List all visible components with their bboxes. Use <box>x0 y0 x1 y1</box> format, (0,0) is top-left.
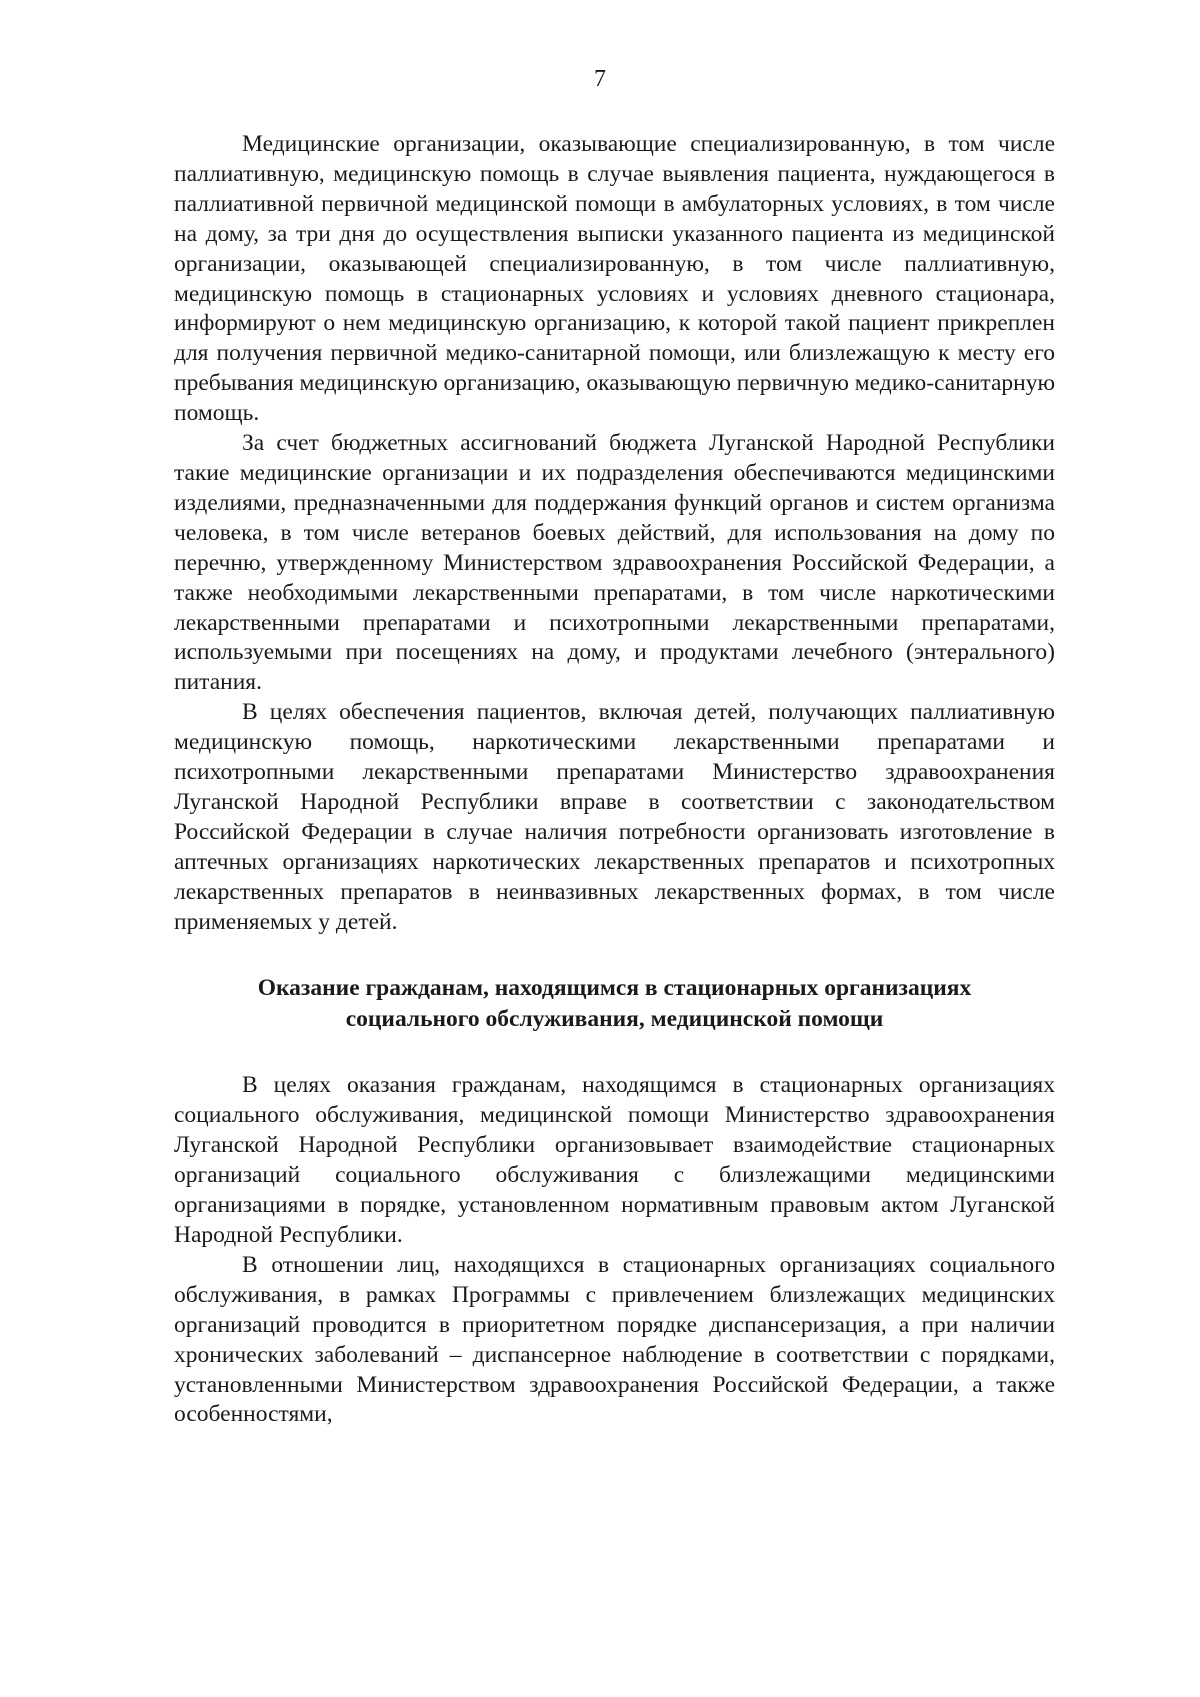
page-number: 7 <box>594 66 606 92</box>
paragraph-dispensary-observation: В отношении лиц, находящихся в стационарных организациях социального обслуживания, в рамках Программы с привлечением близлежащих медицинских организаций проводится в приоритетном порядке диспансеризация, а при наличии хронических заболеваний – диспансерное наблюдение в соответствии с порядками, установленными Министерством здравоохранения Российской Федерации, а также особенностями, <box>174 1251 1055 1428</box>
paragraph-social-care-interaction: В целях оказания гражданам, находящимся в стационарных организациях социального обслуживания, медицинской помощи Министерство здравоохранения Луганской Народной Республики организовывает взаимодействие стационарных организаций социального обслуживания с близлежащими медицинскими организациями в порядке, установленном нормативным правовым актом Луганской Народной Республики. <box>174 1072 1055 1248</box>
section-heading-line-1: Оказание гражданам, находящимся в стационарных организациях <box>257 975 972 1002</box>
document-body <box>174 130 1055 1430</box>
section-heading-line-2: социального обслуживания, медицинской помощи <box>345 1006 884 1033</box>
paragraph-narcotic-drugs: В целях обеспечения пациентов, включая детей, получающих паллиативную медицинскую помощь, наркотическими лекарственными препаратами и психотропными лекарственными препаратами Министерство здравоохранения Луганской Народной Республики вправе в соответствии с законодательством Российской Федерации в случае наличия потребности организовать изготовление в аптечных организациях наркотических лекарственных препаратов и психотропных лекарственных препаратов в неинвазивных лекарственных формах, в том числе применяемых у детей. <box>174 699 1055 935</box>
paragraph-palliative-discharge: Медицинские организации, оказывающие специализированную, в том числе паллиативную, медицинскую помощь в случае выявления пациента, нуждающегося в паллиативной первичной медицинской помощи в амбулаторных условиях, в том числе на дому, за три дня до осуществления выписки указанного пациента из медицинской организации, оказывающей специализированную, в том числе паллиативную, медицинскую помощь в стационарных условиях и условиях дневного стационара, информируют о нем медицинскую организацию, к которой такой пациент прикреплен для получения первичной медико-санитарной помощи, или близлежащую к месту его пребывания медицинскую организацию, оказывающую первичную медико-санитарную помощь. <box>174 131 1056 427</box>
paragraph-budget-supply: За счет бюджетных ассигнований бюджета Луганской Народной Республики такие медицинские организации и их подразделения обеспечиваются медицинскими изделиями, предназначенными для поддержания функций органов и систем организма человека, в том числе ветеранов боевых действий, для использования на дому по перечню, утвержденному Министерством здравоохранения Российской Федерации, а также необходимыми лекарственными препаратами, в том числе наркотическими лекарственными препаратами и психотропными лекарственными препаратами, используемыми при посещениях на дому, и продуктами лечебного (энтерального) питания. <box>174 430 1055 696</box>
section-heading <box>174 973 1055 1035</box>
